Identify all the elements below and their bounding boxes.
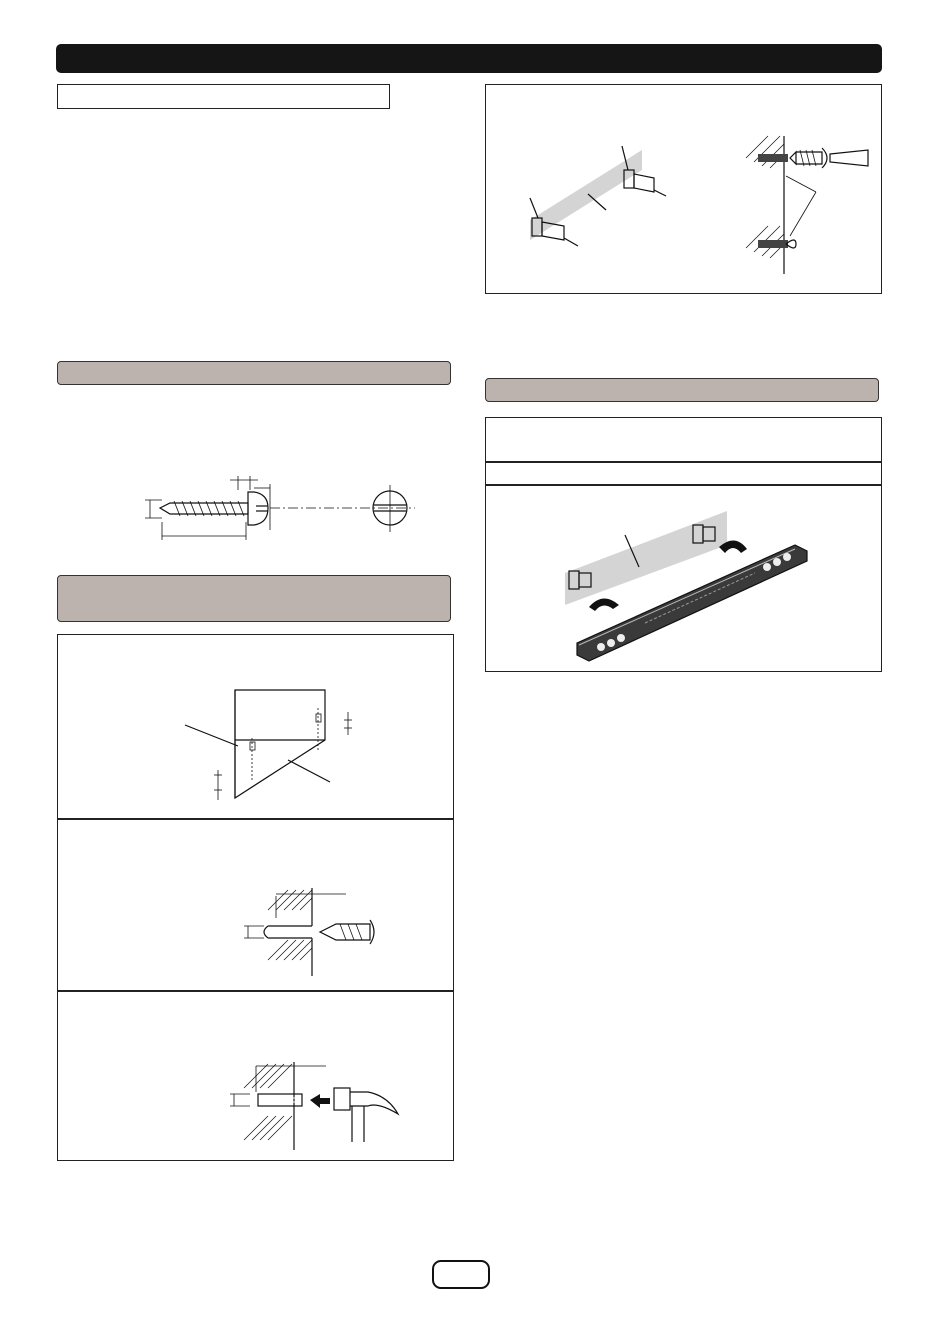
screw-into-wall-diagram xyxy=(740,132,875,282)
wall-plug-icon xyxy=(258,1094,302,1106)
wall-section xyxy=(264,888,312,976)
screw-diagram xyxy=(140,470,430,550)
step-divider-1 xyxy=(57,818,454,820)
section-title-box xyxy=(57,84,390,109)
bracket-wall-diagram xyxy=(520,140,670,255)
drill-bit-icon xyxy=(320,920,374,944)
attach-divider-1 xyxy=(485,461,882,463)
template-diagram xyxy=(180,690,360,805)
step-divider-2 xyxy=(57,990,454,992)
screw-icon xyxy=(790,148,827,168)
screw-icon xyxy=(160,492,268,525)
section-bar-screw-specs xyxy=(57,361,451,385)
soundbar-hanging-diagram xyxy=(555,505,815,665)
section-bar-attach-unit xyxy=(485,378,879,402)
page-number-badge xyxy=(432,1260,490,1289)
drill-diagram xyxy=(240,888,390,978)
hammer-diagram xyxy=(228,1062,408,1152)
section-bar-installation xyxy=(57,575,451,622)
attach-divider-2 xyxy=(485,484,882,486)
hammer-icon xyxy=(334,1088,398,1142)
header-banner xyxy=(56,44,882,73)
